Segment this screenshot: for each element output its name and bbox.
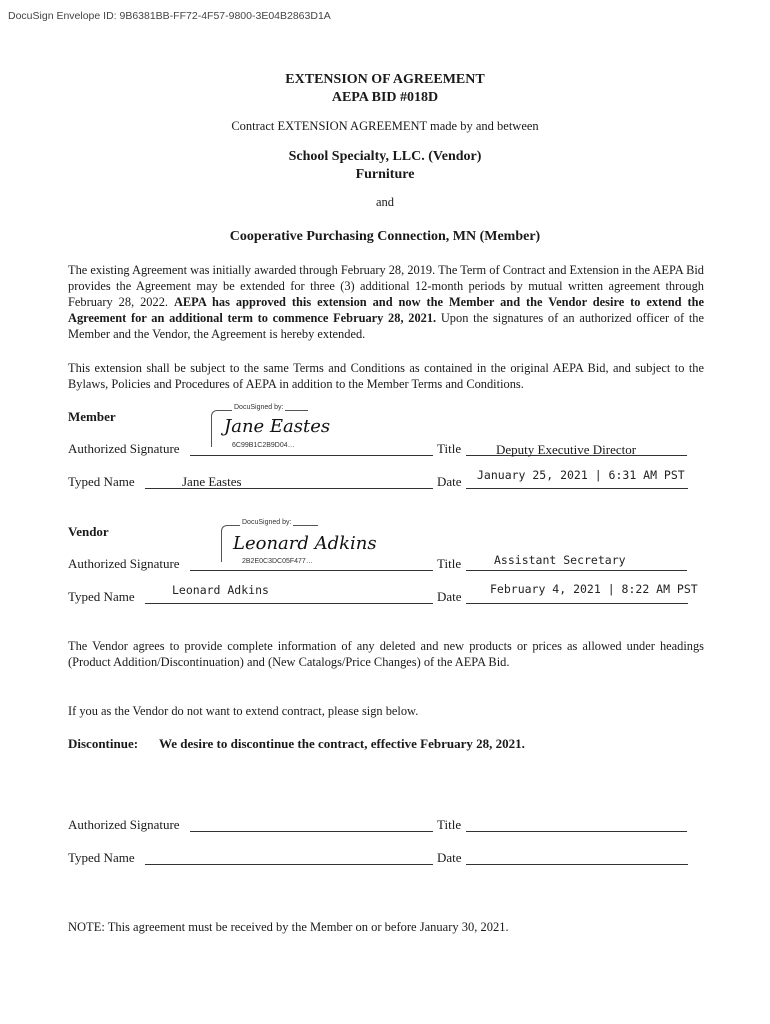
vendor-heading: Vendor	[68, 524, 109, 539]
p1-text-bold: AEPA has approved this extension and now the Member and the Vendor desire to extend the Agreement for an additional term to commence February 28, 2021.	[68, 295, 705, 325]
vendor-typed-name-line[interactable]	[145, 603, 433, 604]
vendor-date-value: February 4, 2021 | 8:22 AM PST	[490, 582, 698, 596]
and-text: and	[375, 195, 395, 209]
paragraph-existing-agreement	[68, 262, 704, 342]
vendor-signature-hash: 2B2E0C3DC05F477…	[242, 558, 313, 565]
vendor-title-value: Assistant Secretary	[494, 553, 626, 567]
member-auth-sig-line[interactable]	[190, 455, 433, 456]
discontinue-auth-sig-line[interactable]	[190, 831, 433, 832]
discontinue-typed-name-label: Typed Name	[68, 850, 135, 865]
member-name: Cooperative Purchasing Connection, MN (Member)	[229, 229, 541, 244]
vendor-typed-name-label: Typed Name	[68, 589, 135, 604]
category: Furniture	[355, 167, 415, 182]
member-docusign-header: DocuSigned by:	[234, 404, 284, 411]
member-heading: Member	[68, 409, 116, 424]
discontinue-auth-sig-label: Authorized Signature	[68, 817, 180, 832]
discontinue-text: We desire to discontinue the contract, effective February 28, 2021.	[159, 736, 525, 751]
member-auth-sig-label: Authorized Signature	[68, 441, 180, 456]
vendor-auth-sig-label: Authorized Signature	[68, 556, 180, 571]
doc-title: EXTENSION OF AGREEMENT	[285, 72, 485, 87]
discontinue-title-line[interactable]	[466, 831, 687, 832]
paragraph-terms: This extension shall be subject to the same Terms and Conditions as contained in the original AEPA Bid, and subject to the Bylaws, Policies and Procedures of AEPA in addition to the Member Terms and Conditions.	[68, 361, 704, 391]
discontinue-typed-name-line[interactable]	[145, 864, 433, 865]
vendor-date-line[interactable]	[466, 603, 688, 604]
vendor-title-label: Title	[437, 556, 462, 571]
discontinue-date-label: Date	[437, 850, 462, 865]
note-text: NOTE: This agreement must be received by the Member on or before January 30, 2021.	[68, 920, 509, 934]
vendor-auth-sig-line[interactable]	[190, 570, 433, 571]
member-signature-image: Jane Eastes	[224, 416, 331, 437]
member-date-value: January 25, 2021 | 6:31 AM PST	[477, 468, 685, 482]
vendor-name: School Specialty, LLC. (Vendor)	[288, 149, 482, 164]
intro-text: Contract EXTENSION AGREEMENT made by and between	[231, 119, 539, 133]
discontinue-label: Discontinue:	[68, 736, 139, 751]
vendor-typed-name-value: Leonard Adkins	[172, 583, 269, 597]
vendor-docusign-header: DocuSigned by:	[242, 519, 292, 526]
paragraph-vendor-agrees: The Vendor agrees to provide complete information of any deleted and new products or prices as allowed under headings (Product Addition/Discontinuation) and (New Catalogs/Price Changes) of the AEPA Bid.	[68, 639, 704, 669]
p1-text-a: The existing Agreement was initially awarded through February 28, 2019. The Term of Contract and Extension in the AEPA Bid provides the Agreement may be extended for three (3) additional 12-month periods by mutual written agreement through February 28, 2022.	[68, 263, 704, 309]
p1-text-c: Upon the signatures of an authorized officer of the Member and the Vendor, the Agreement is hereby extended.	[68, 311, 704, 341]
paragraph-discontinue-instructions: If you as the Vendor do not want to extend contract, please sign below.	[68, 704, 419, 718]
member-date-label: Date	[437, 474, 462, 489]
bid-number: AEPA BID #018D	[331, 90, 439, 105]
member-signature-hash: 6C99B1C2B9D04…	[232, 442, 295, 449]
discontinue-date-line[interactable]	[466, 864, 688, 865]
vendor-date-label: Date	[437, 589, 462, 604]
member-typed-name-label: Typed Name	[68, 474, 135, 489]
member-title-value: Deputy Executive Director	[496, 442, 637, 457]
member-date-line[interactable]	[466, 488, 688, 489]
envelope-id: DocuSign Envelope ID: 9B6381BB-FF72-4F57-9800-3E04B2863D1A	[8, 10, 331, 22]
vendor-signature-image: Leonard Adkins	[233, 533, 377, 554]
member-typed-name-value: Jane Eastes	[182, 474, 242, 489]
member-title-label: Title	[437, 441, 462, 456]
vendor-title-line[interactable]	[466, 570, 687, 571]
discontinue-title-label: Title	[437, 817, 462, 832]
